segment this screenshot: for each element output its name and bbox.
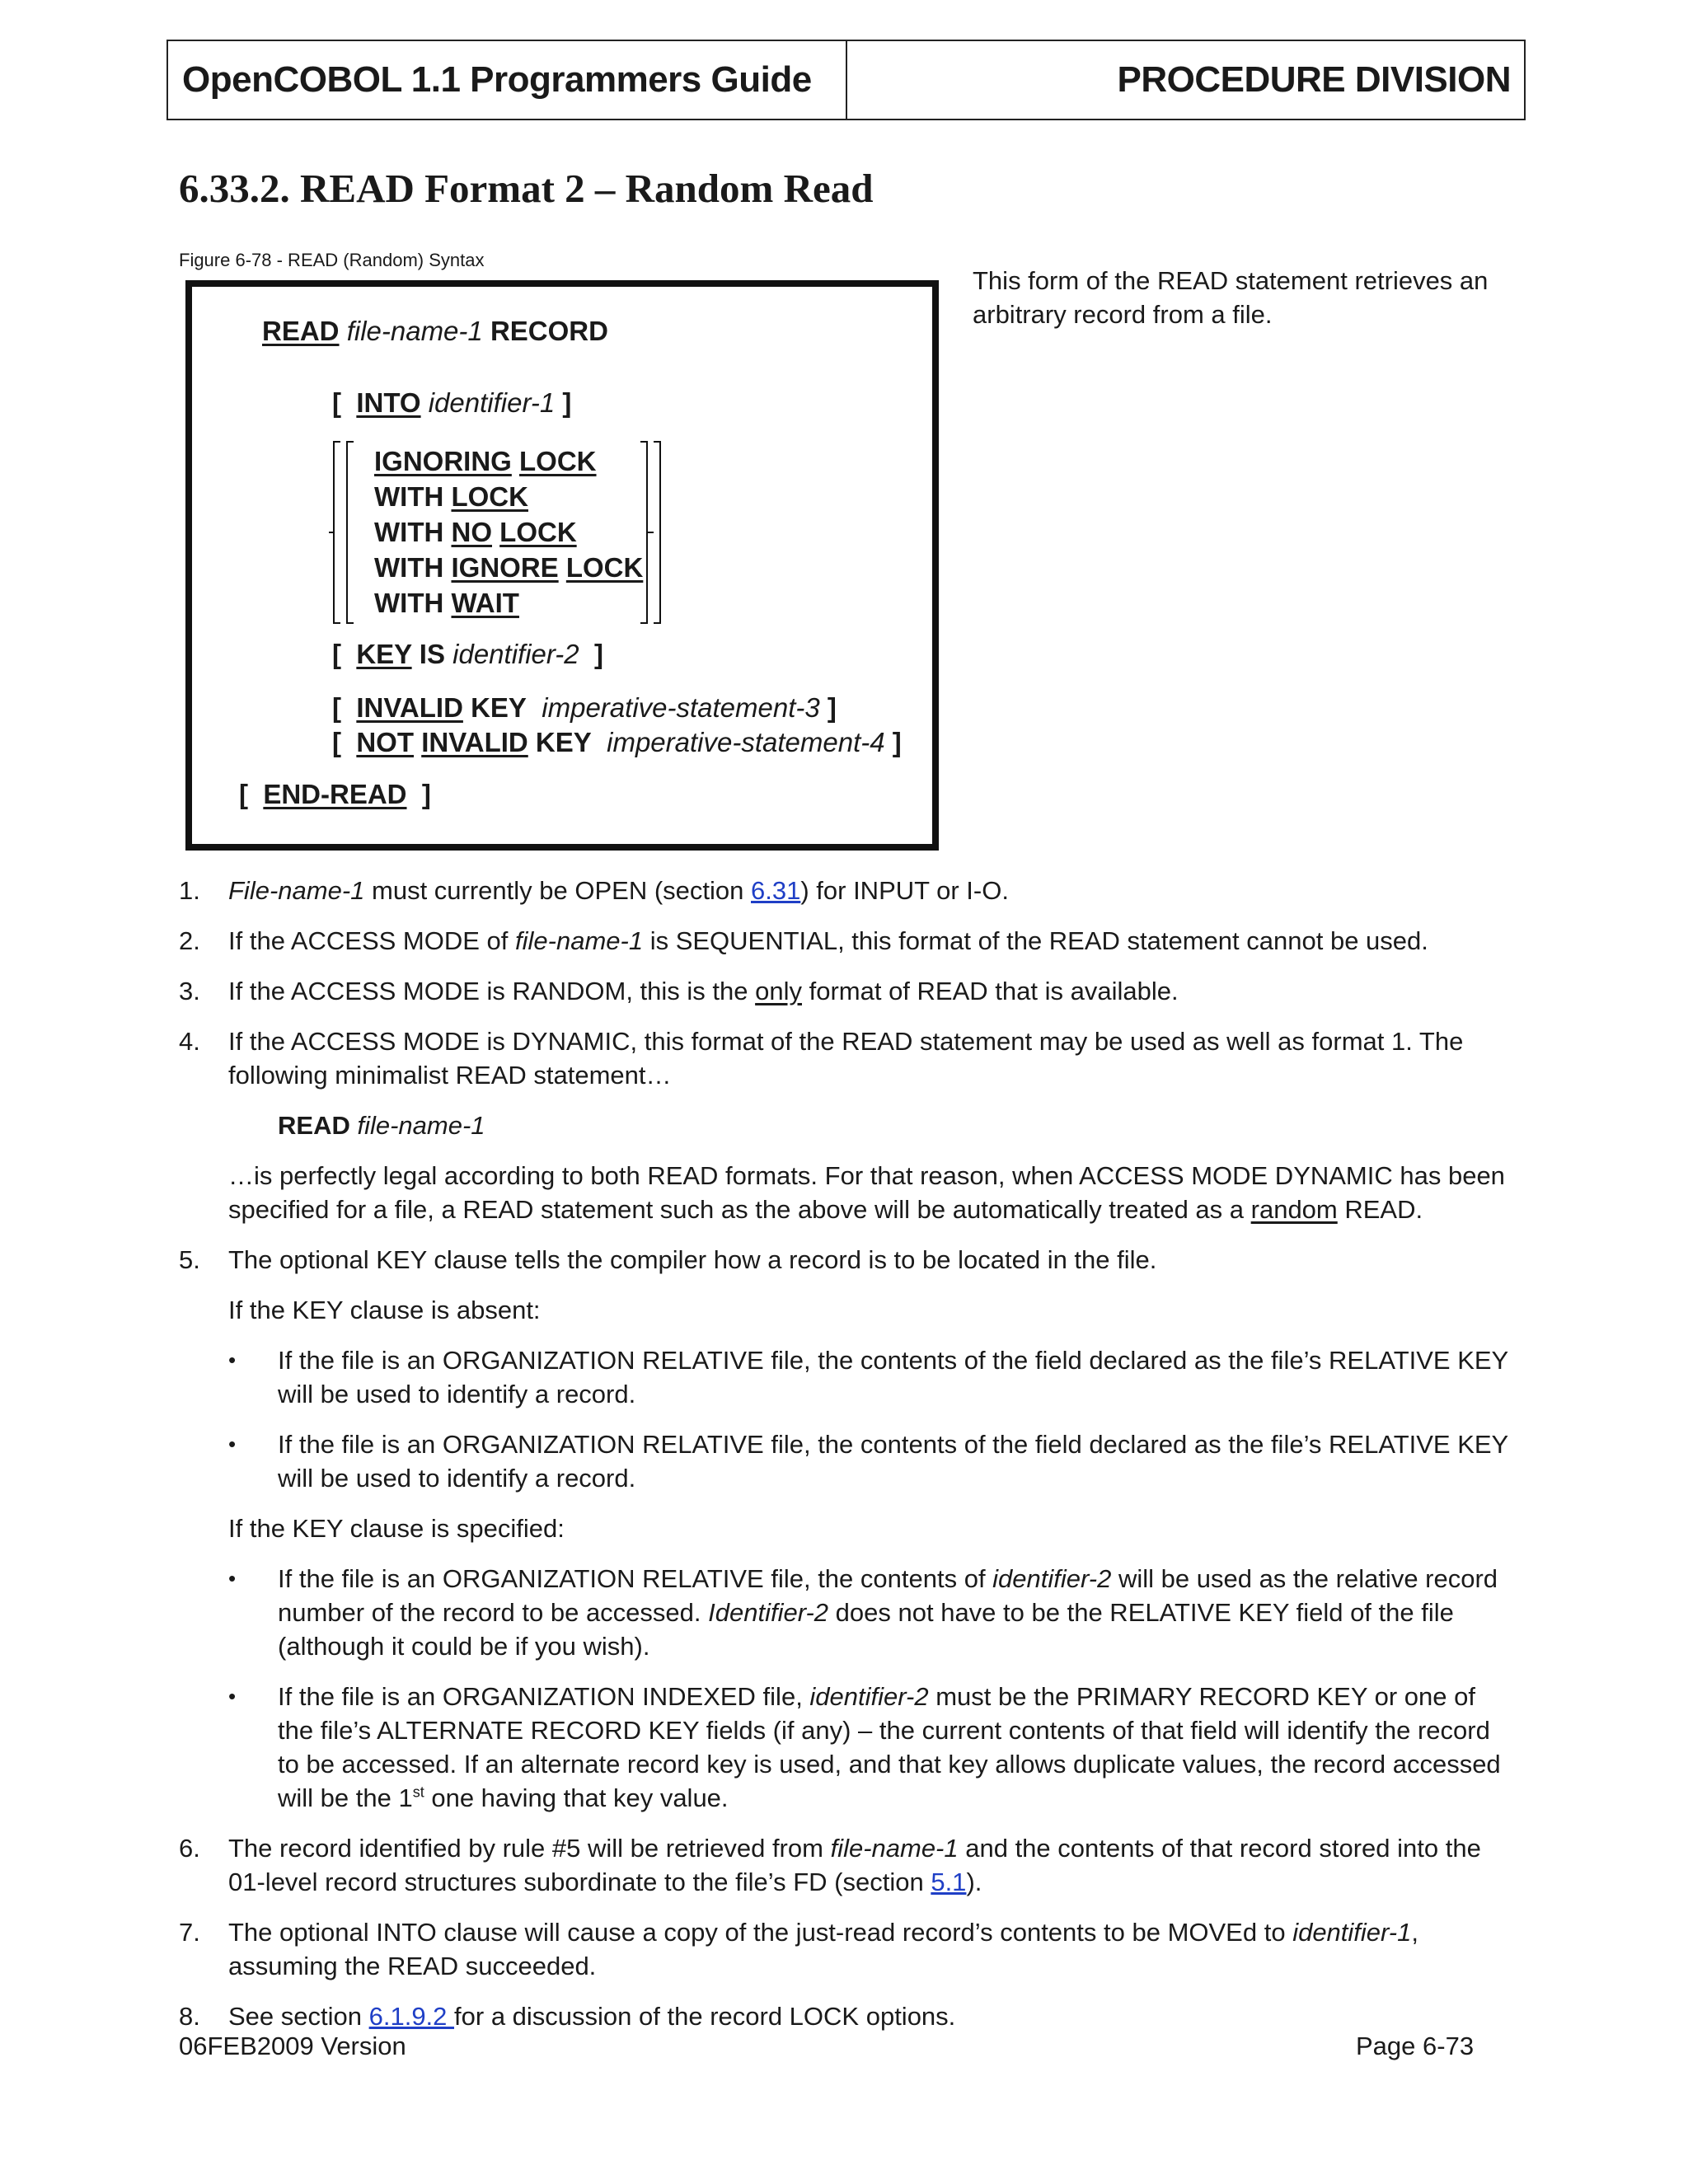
- sub-heading: If the KEY clause is absent:: [228, 1296, 541, 1324]
- syntax-invalid-key-clause: [ INVALID KEY imperative-statement-3 ]: [332, 692, 837, 723]
- list-item: 5. The optional KEY clause tells the compiler how a record is to be located in the file.: [179, 1245, 1157, 1274]
- list-item: 3. If the ACCESS MODE is RANDOM, this is the only format of READ that is available.: [179, 977, 1179, 1005]
- bullet-icon: •: [228, 1566, 237, 1591]
- section-link[interactable]: 6.1.9.2: [368, 2002, 455, 2031]
- list-item: 8. See section 6.1.9.2 for a discussion of the record LOCK options.: [179, 2002, 956, 2031]
- syntax-not-invalid-key-clause: [ NOT INVALID KEY imperative-statement-4 ]: [332, 727, 902, 757]
- list-item: 1. File-name-1 must currently be OPEN (section 6.31) for INPUT or I-O.: [179, 876, 1009, 905]
- page-header: [166, 40, 1526, 120]
- intro-paragraph: This form of the READ statement retrieves an arbitrary record from a file.: [973, 266, 1489, 329]
- syntax-read-line: READ file-name-1 RECORD: [262, 316, 608, 346]
- lock-option: WITH IGNORE LOCK: [374, 552, 644, 583]
- syntax-key-clause: [ KEY IS identifier-2 ]: [332, 639, 603, 669]
- list-item: 7. The optional INTO clause will cause a copy of the just-read record’s contents to be MOVEd to identifier-1, assuming the READ succeeded.: [179, 1918, 1418, 1980]
- sub-heading: If the KEY clause is specified:: [228, 1514, 565, 1543]
- bullet-item: • If the file is an ORGANIZATION INDEXED file, identifier-2 must be the PRIMARY RECORD KEY or one of the file’s ALTERNATE RECORD KEY fields (if any) – the current contents of that field will identify the record to be accessed. If an alternate record key is used, and that key allows duplicate values, the record accessed will be the 1st one having that key value.: [278, 1680, 1510, 1815]
- section-title: 6.33.2. READ Format 2 – Random Read: [179, 166, 874, 211]
- lock-option: WITH LOCK: [374, 481, 528, 512]
- syntax-into-clause: [ INTO identifier-1 ]: [332, 387, 572, 418]
- syntax-end-read: [ END-READ ]: [239, 779, 431, 809]
- bullet-item: • If the file is an ORGANIZATION RELATIVE file, the contents of the field declared as the file’s RELATIVE KEY will be used to identify a record.: [278, 1427, 1510, 1495]
- footer-page-number: Page 6-73: [1356, 2032, 1475, 2060]
- section-link[interactable]: 5.1: [931, 1868, 967, 1896]
- code-example: READ file-name-1: [278, 1111, 485, 1140]
- figure-caption: Figure 6-78 - READ (Random) Syntax: [179, 250, 485, 270]
- list-item: 4. If the ACCESS MODE is DYNAMIC, this format of the READ statement may be used as well as format 1. The following minimalist READ statement…: [179, 1027, 1464, 1090]
- lock-option: IGNORING LOCK: [374, 446, 597, 476]
- bullet-icon: •: [228, 1684, 237, 1708]
- lock-option: WITH WAIT: [374, 588, 519, 618]
- list-item-continuation: …is perfectly legal according to both READ formats. For that reason, when ACCESS MODE DYNAMIC has been specified for a file, a READ statement such as the above will be automatically treated as a random READ.: [228, 1161, 1505, 1224]
- header-division-title: PROCEDURE DIVISION: [1117, 59, 1511, 100]
- lock-options-list: [374, 443, 643, 621]
- bullet-icon: •: [228, 1432, 237, 1456]
- rules-list: [179, 874, 1510, 2050]
- section-link[interactable]: 6.31: [751, 876, 801, 905]
- list-item: 2. If the ACCESS MODE of file-name-1 is SEQUENTIAL, this format of the READ statement cannot be used.: [179, 926, 1428, 955]
- list-item: 6. The record identified by rule #5 will be retrieved from file-name-1 and the contents of that record stored into the 01-level record structures subordinate to the file’s FD (section 5.1).: [179, 1834, 1481, 1896]
- bullet-icon: •: [228, 1347, 237, 1372]
- syntax-box: [185, 280, 939, 851]
- footer-version: 06FEB2009 Version: [179, 2032, 406, 2060]
- bullet-item: • If the file is an ORGANIZATION RELATIVE file, the contents of the field declared as the file’s RELATIVE KEY will be used to identify a record.: [278, 1343, 1510, 1411]
- bullet-item: • If the file is an ORGANIZATION RELATIVE file, the contents of identifier-2 will be used as the relative record number of the record to be accessed. Identifier-2 does not have to be the RELATIVE KEY field of the file (although it could be if you wish).: [278, 1562, 1510, 1663]
- header-guide-title: OpenCOBOL 1.1 Programmers Guide: [168, 41, 847, 119]
- lock-option: WITH NO LOCK: [374, 517, 577, 547]
